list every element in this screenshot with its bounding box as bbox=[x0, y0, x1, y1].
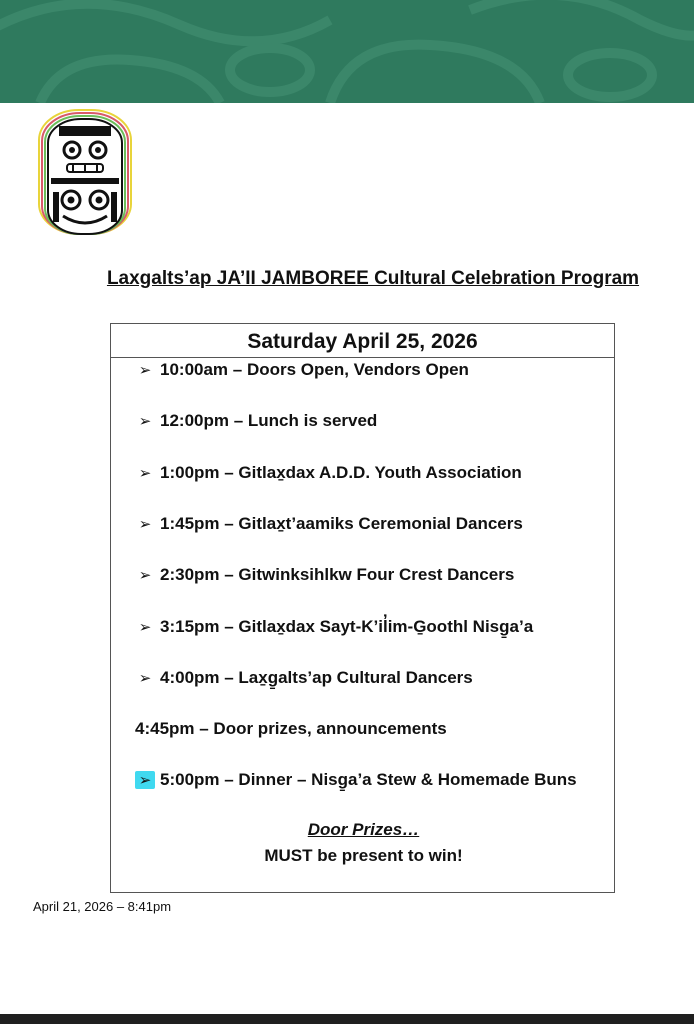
arrow-bullet-icon: ➢ bbox=[138, 362, 152, 379]
totem-pole-logo bbox=[37, 108, 133, 236]
schedule-item: 4:45pm – Door prizes, announcements bbox=[135, 719, 447, 738]
schedule-item: ➢ 10:00am – Doors Open, Vendors Open bbox=[135, 360, 469, 380]
formline-pattern bbox=[0, 0, 694, 103]
arrow-bullet-icon: ➢ bbox=[138, 413, 152, 430]
program-title: Laxgalts’ap JA’II JAMBOREE Cultural Celebration Program bbox=[106, 268, 640, 289]
schedule-item: ➢ 3:15pm – Gitlax̱dax Sayt-K’il̓im-G̱oothl Nisg̱a’a bbox=[135, 617, 533, 637]
arrow-bullet-icon: ➢ bbox=[138, 516, 152, 533]
arrow-bullet-icon: ➢ bbox=[135, 771, 155, 789]
schedule-date-heading: Saturday April 25, 2026 bbox=[111, 324, 614, 358]
arrow-bullet-icon: ➢ bbox=[138, 567, 152, 584]
schedule-item: ➢ 5:00pm – Dinner – Nisg̱a’a Stew & Homemade Buns bbox=[135, 770, 577, 790]
door-prizes-note: MUST be present to win! bbox=[264, 846, 463, 865]
schedule-item: ➢ 2:30pm – Gitwinksihlkw Four Crest Dancers bbox=[135, 565, 514, 585]
header-banner bbox=[0, 0, 694, 103]
schedule-item: ➢ 1:00pm – Gitlax̱dax A.D.D. Youth Association bbox=[135, 463, 522, 483]
arrow-bullet-icon: ➢ bbox=[138, 670, 152, 687]
arrow-bullet-icon: ➢ bbox=[138, 619, 152, 636]
schedule-item: ➢ 12:00pm – Lunch is served bbox=[135, 411, 377, 431]
schedule-item: ➢ 4:00pm – Lax̱g̱alts’ap Cultural Dancers bbox=[135, 668, 473, 688]
timestamp: April 21, 2026 – 8:41pm bbox=[33, 899, 172, 914]
schedule-item: ➢ 1:45pm – Gitlax̱t’aamiks Ceremonial Dancers bbox=[135, 514, 523, 534]
bottom-bar bbox=[0, 1014, 694, 1024]
door-prizes-title: Door Prizes… bbox=[307, 820, 420, 839]
schedule-box bbox=[110, 323, 615, 893]
arrow-bullet-icon: ➢ bbox=[138, 465, 152, 482]
